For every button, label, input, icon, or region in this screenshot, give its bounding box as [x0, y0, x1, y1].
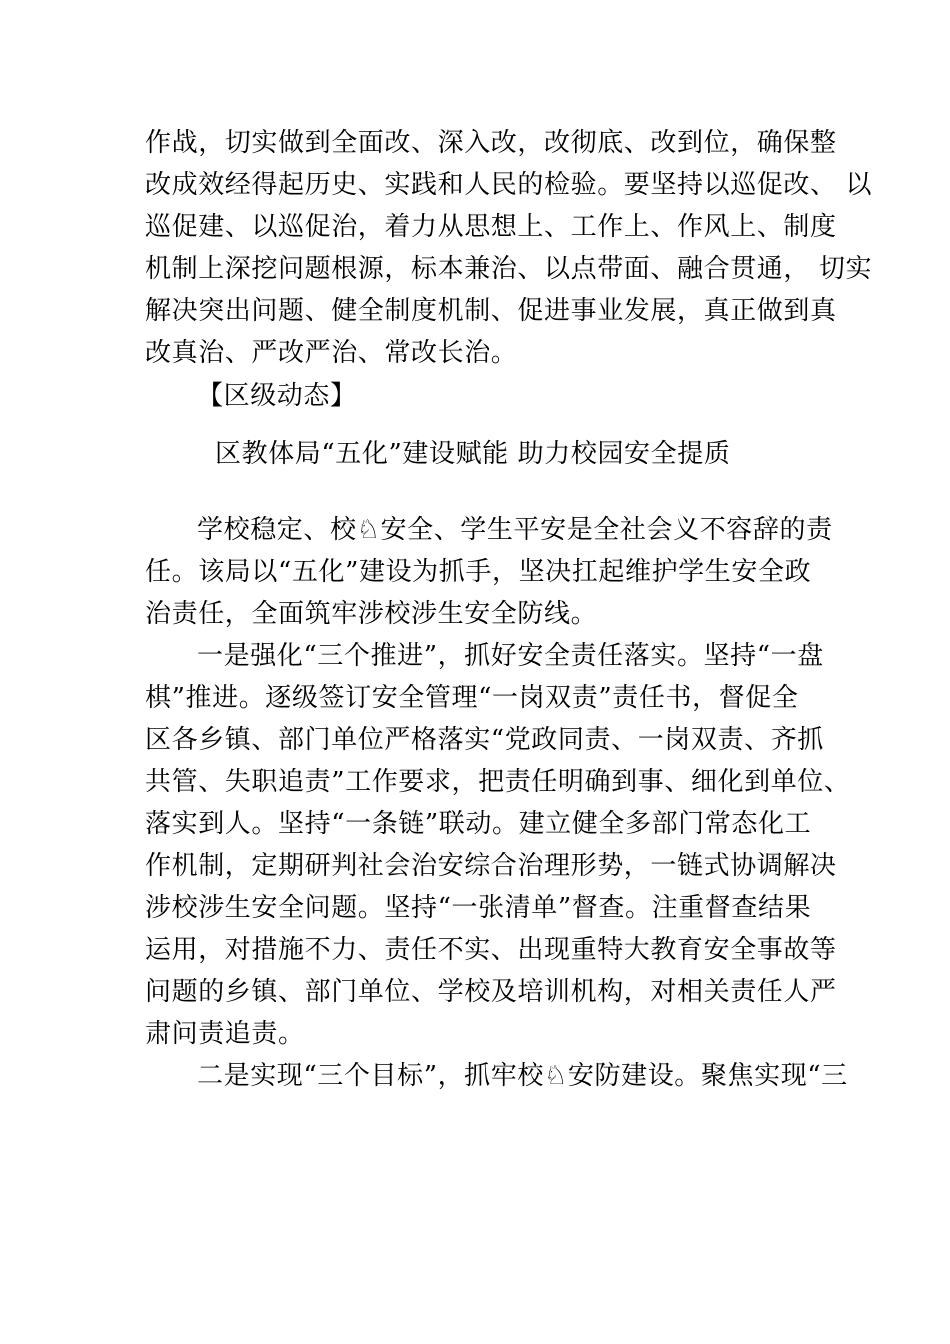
text-line: 治责任，全面筑牢涉校涉生安全防线。 [145, 599, 598, 629]
text-line: 作机制，定期研判社会治安综合治理形势，一链式协调解决 [145, 851, 837, 881]
text-line: 运用，对措施不力、责任不实、出现重特大教育安全事故等 [145, 935, 837, 965]
text-line: 涉校涉生安全问题。坚持“一张清单”督查。注重督查结果 [145, 893, 812, 923]
text-line: 作战，切实做到全面改、深入改，改彻底、改到位，确保整 [145, 128, 837, 158]
text-line: 棋”推进。逐级签订安全管理“一岗双责”责任书，督促全 [145, 683, 799, 713]
text-line: 改成效经得起历史、实践和人民的检验。要坚持以巡促改、 以 [145, 170, 873, 200]
text-line: 肃问责追责。 [145, 1019, 305, 1049]
paragraph-first-line: 二是实现“三个目标”，抓牢校♘安防建设。聚焦实现“三 [197, 1061, 848, 1091]
text-line: 解决突出问题、健全制度机制、促进事业发展，真正做到真 [145, 296, 837, 326]
text-line: 机制上深挖问题根源，标本兼治、以点带面、融合贯通， 切实 [145, 254, 873, 284]
text-line: 任。该局以“五化”建设为抓手，坚决扛起维护学生安全政 [145, 557, 812, 587]
text-line: 共管、失职追责”工作要求，把责任明确到事、细化到单位、 [145, 767, 851, 797]
article-title: 区教体局“五化”建设赋能 助力校园安全提质 [215, 439, 731, 469]
text-line: 问题的乡镇、部门单位、学校及培训机构，对相关责任人严 [145, 977, 837, 1007]
paragraph-first-line: 学校稳定、校♘安全、学生平安是全社会义不容辞的责 [197, 515, 833, 545]
text-line: 改真治、严改严治、常改长治。 [145, 338, 518, 368]
text-line: 区各乡镇、部门单位严格落实“党政同责、一岗双责、齐抓 [145, 725, 824, 755]
text-line: 巡促建、以巡促治，着力从思想上、工作上、作风上、制度 [145, 212, 837, 242]
section-heading: 【区级动态】 [197, 381, 357, 411]
paragraph-first-line: 一是强化“三个推进”，抓好安全责任落实。坚持“一盘 [197, 641, 824, 671]
text-line: 落实到人。坚持“一条链”联动。建立健全多部门常态化工 [145, 809, 812, 839]
